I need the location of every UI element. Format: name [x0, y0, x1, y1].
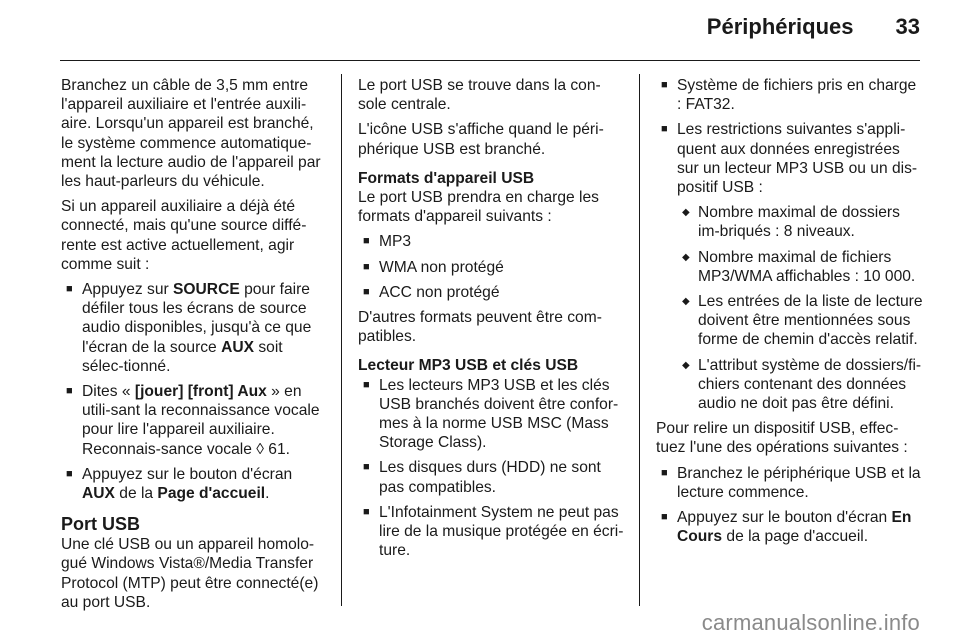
list-item: ■ Appuyez sur le bouton d'écran En Cours de la page d'accueil. [656, 508, 924, 546]
page-reference-icon: ◊ [256, 440, 264, 458]
section-heading: Port USB [61, 514, 141, 535]
diamond-bullet-icon: ◆ [682, 296, 690, 308]
paragraph: Le port USB prendra en charge les formats d'appareil suivants : [358, 189, 599, 226]
page-number: 33 [895, 14, 920, 39]
list-item: ■ MP3 [358, 232, 624, 251]
paragraph: D'autres formats peuvent être com-patibles. [358, 309, 602, 346]
sub-list-item: ◆ Nombre maximal de fichiers MP3/WMA affichables : 10 000. [656, 248, 924, 286]
paragraph: Branchez un câble de 3,5 mm entre l'appareil auxiliaire et l'entrée auxili-aire. Lorsqu'un appareil est branché, le système commence automatique-ment la lecture audio de l'appareil par les haut-parleurs du véhicule. [61, 77, 321, 191]
diamond-bullet-icon: ◆ [682, 207, 690, 219]
square-bullet-icon: ■ [363, 505, 370, 518]
sub-list-item: ◆ Nombre maximal de dossiers im-briqués : 8 niveaux. [656, 203, 924, 241]
diamond-bullet-icon: ◆ [682, 359, 690, 371]
control-label: Page d'accueil [157, 485, 266, 503]
header-divider [60, 60, 920, 61]
column-1 [61, 76, 327, 618]
square-bullet-icon: ■ [66, 467, 73, 480]
list-item: ■ Les restrictions suivantes s'appli-quent aux données enregistrées sur un lecteur MP3 USB ou un dis-positif USB : [656, 120, 924, 197]
square-bullet-icon: ■ [66, 385, 73, 398]
control-label: AUX [221, 338, 255, 356]
page-header [707, 14, 920, 40]
list-item: ■ Les disques durs (HDD) ne sont pas compatibles. [358, 458, 624, 496]
square-bullet-icon: ■ [661, 123, 668, 136]
square-bullet-icon: ■ [661, 79, 668, 91]
list-item: ■ Appuyez sur SOURCE pour faire défiler tous les écrans de source audio disponibles, jusqu'à ce que l'écran de la source AUX soit sélec-tionné. [61, 280, 327, 376]
square-bullet-icon: ■ [661, 511, 668, 524]
watermark: carmanualsonline.info [701, 610, 920, 635]
list-item: ■ Dites « [jouer] [front] Aux » en utili-sant la reconnaissance vocale pour lire l'appareil auxiliaire. Reconnais-sance vocale ◊ 61. [61, 382, 327, 459]
square-bullet-icon: ■ [66, 283, 73, 296]
control-label: SOURCE [173, 281, 240, 299]
list-item: ■ Appuyez sur le bouton d'écran AUX de la Page d'accueil. [61, 465, 327, 503]
square-bullet-icon: ■ [363, 461, 370, 474]
page-reference[interactable]: 61. [263, 440, 290, 458]
control-label: AUX [82, 485, 115, 503]
list-item: ■ ACC non protégé [358, 283, 624, 302]
square-bullet-icon: ■ [363, 235, 370, 248]
paragraph: L'icône USB s'affiche quand le péri-phérique USB est branché. [358, 121, 604, 158]
square-bullet-icon: ■ [661, 466, 668, 479]
list-item: ■ WMA non protégé [358, 258, 624, 277]
square-bullet-icon: ■ [363, 378, 370, 391]
list-item: ■ L'Infotainment System ne peut pas lire de la musique protégée en écri-ture. [358, 503, 624, 561]
page-title: Périphériques [706, 14, 854, 39]
column-2 [358, 76, 624, 566]
control-label: En Cours [677, 509, 912, 546]
square-bullet-icon: ■ [363, 285, 370, 298]
list-item: ■ Les lecteurs MP3 USB et les clés USB branchés doivent être confor-mes à la norme USB MSC (Mass Storage Class). [358, 376, 624, 453]
column-divider-2 [639, 74, 640, 606]
sub-list-item: ◆ Les entrées de la liste de lecture doivent être mentionnées sous forme de chemin d'accès relatif. [656, 292, 924, 350]
list-item: ■ Branchez le périphérique USB et la lecture commence. [656, 464, 924, 502]
column-divider-1 [341, 74, 342, 606]
column-3 [656, 76, 924, 552]
diamond-bullet-icon: ◆ [682, 251, 690, 263]
paragraph: Une clé USB ou un appareil homolo-gué Windows Vista®/Media Transfer Protocol (MTP) peut être connecté(e) au port USB. [61, 536, 319, 611]
paragraph: Pour relire un dispositif USB, effec-tuez l'une des opérations suivantes : [656, 420, 908, 457]
square-bullet-icon: ■ [363, 260, 370, 273]
subsection-heading: Formats d'appareil USB [358, 169, 535, 187]
paragraph: Le port USB se trouve dans la con-sole centrale. [358, 77, 601, 114]
paragraph: Si un appareil auxiliaire a déjà été connecté, mais qu'une source diffé-rente est active actuellement, agir comme suit : [61, 198, 307, 273]
sub-list-item: ◆ L'attribut système de dossiers/fi-chiers contenant des données audio ne doit pas être défini. [656, 356, 924, 414]
list-item: ■ Système de fichiers pris en charge : FAT32. [656, 76, 924, 114]
voice-command: [jouer] [front] Aux [134, 383, 267, 401]
subsection-heading: Lecteur MP3 USB et clés USB [358, 357, 579, 375]
